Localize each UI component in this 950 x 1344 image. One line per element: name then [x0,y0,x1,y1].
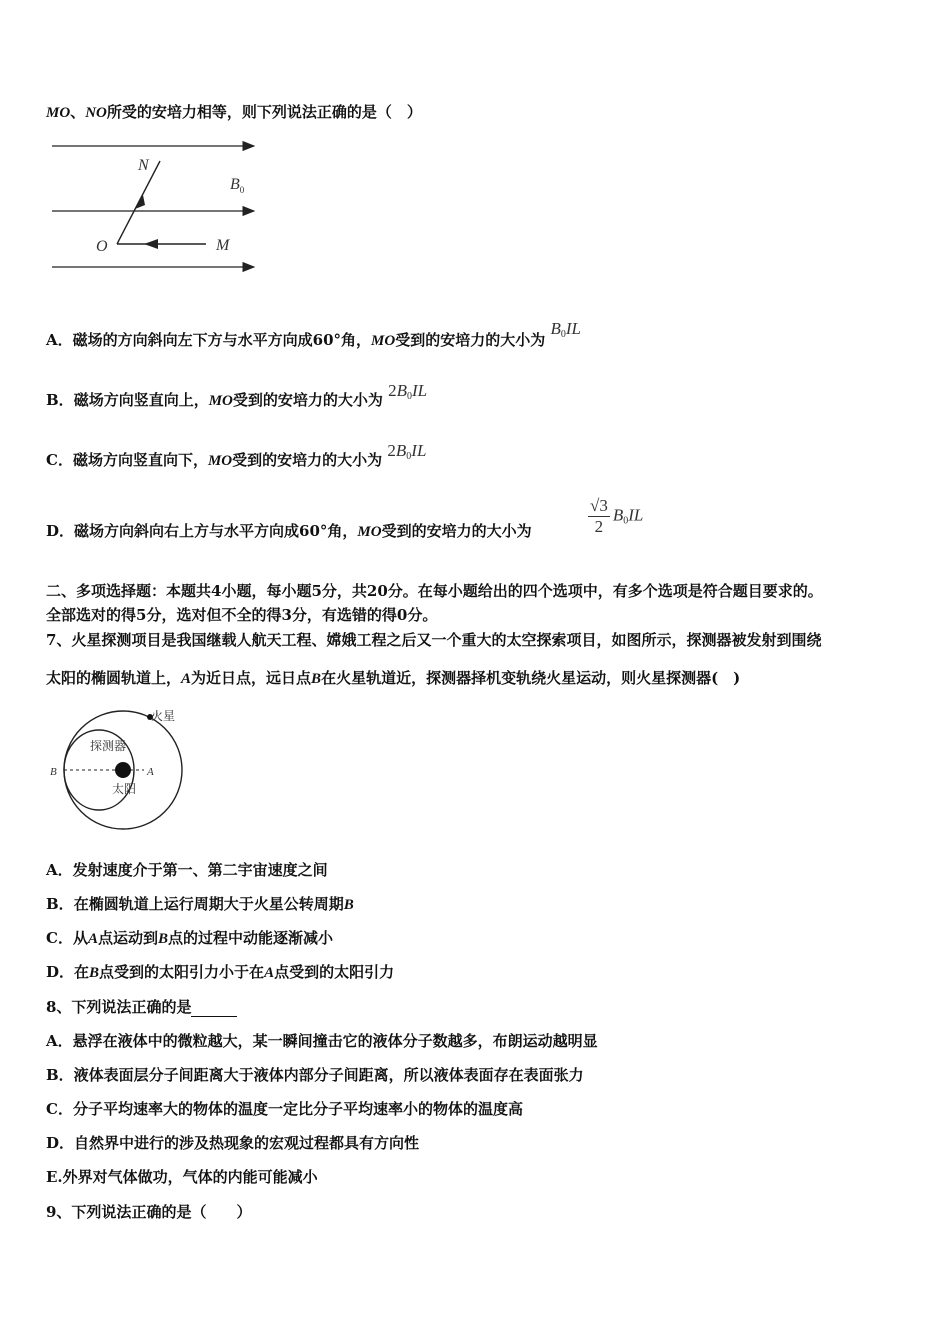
q7-option-a: A．发射速度介于第一、第二宇宙速度之间 [46,861,328,879]
q7-option-d: D．在B点受到的太阳引力小于在A点受到的太阳引力 [46,963,395,981]
q8-option-d: D．自然界中进行的涉及热现象的宏观过程都具有方向性 [46,1134,420,1152]
section2-line2: 全部选对的得5分，选对但不全的得3分，有选错的得0分。 [46,606,438,624]
label-b: B [50,766,57,778]
option-text-tail: 受到的安培力的大小为 [232,391,383,409]
formula-b: $2B_0IL$ [388,381,428,402]
q6-stem-sep: 、 [70,103,86,121]
option-mo: MO [208,393,233,409]
option-text: 磁场方向斜向右上方与水平方向成60°角， [74,522,358,540]
option-letter: B． [46,391,74,409]
formula-c: $2B_0IL$ [387,441,427,462]
label-b0: $B_0$ [230,176,245,195]
section2-line1: 二、多项选择题：本题共4小题，每小题5分，共20分。在每小题给出的四个选项中，有多个选项是符合题目要求的。 [46,582,823,600]
option-mo: MO [371,333,396,349]
formula-d: $\frac{√3}{2}$ $B_0IL$ [590,496,644,536]
q6-stem-mo: MO [46,105,71,121]
q6-option-c [46,441,427,476]
option-text-tail: 受到的安培力的大小为 [381,522,532,540]
q7-option-c: C．从A点运动到B点的过程中动能逐渐减小 [46,929,334,947]
option-text: 磁场方向竖直向上， [73,391,209,409]
label-n: N [138,157,149,174]
wire-mo-arrow [144,239,158,249]
q8-option-a: A．悬浮在液体中的微粒越大，某一瞬间撞击它的液体分子数越多，布朗运动越明显 [46,1032,598,1050]
option-text: 磁场的方向斜向左下方与水平方向成60°角， [72,331,372,349]
q8-option-e: E.外界对气体做功，气体的内能可能减小 [46,1168,318,1186]
option-letter: A． [46,331,73,349]
option-letter: C． [46,451,73,469]
option-text: 磁场方向竖直向下， [72,451,208,469]
option-letter: D． [46,522,75,540]
label-mars: 火星 [151,709,176,723]
label-probe: 探测器 [90,739,127,753]
q9-stem: 9、下列说法正确的是（ ） [46,1203,252,1221]
q6-stem-no: NO [85,105,107,121]
q6-option-b [46,381,428,416]
formula-a: $B_0IL$ [550,319,581,340]
option-mo: MO [357,524,382,540]
fraction-sqrt3-over-2: $\frac{√3}{2}$ [590,496,608,536]
q7-option-b: B．在椭圆轨道上运行周期大于火星公转周期B [46,895,354,913]
label-o: O [96,238,108,255]
q8-stem: 8、下列说法正确的是 [46,997,237,1017]
q8-option-c: C．分子平均速率大的物体的温度一定比分子平均速率小的物体的温度高 [46,1100,523,1118]
answer-blank[interactable] [191,1001,237,1017]
q6-stem-text: 所受的安培力相等，则下列说法正确的是（ ） [106,103,422,121]
option-text-tail: 受到的安培力的大小为 [395,331,546,349]
q6-figure [46,135,266,280]
wire-no-arrow [135,195,145,209]
label-sun: 太阳 [112,782,137,796]
q7-stem-line2: 太阳的椭圆轨道上，A为近日点，远日点B在火星轨道近，探测器择机变轨绕火星运动，则火星探测器( ) [46,669,741,687]
option-mo: MO [207,453,233,469]
sun [115,762,131,778]
label-a: A [147,766,154,778]
q6-stem [46,102,422,123]
option-text-tail: 受到的安培力的大小为 [232,451,383,469]
q7-figure [46,705,196,835]
label-m: M [216,237,230,254]
q6-option-a [46,319,581,356]
q8-option-b: B．液体表面层分子间距离大于液体内部分子间距离，所以液体表面存在表面张力 [46,1066,584,1084]
q6-option-d [46,521,532,542]
q7-stem-line1: 7、火星探测项目是我国继载人航天工程、嫦娥工程之后又一个重大的太空探索项目，如图所示，探测器被发射到围绕 [46,631,822,649]
